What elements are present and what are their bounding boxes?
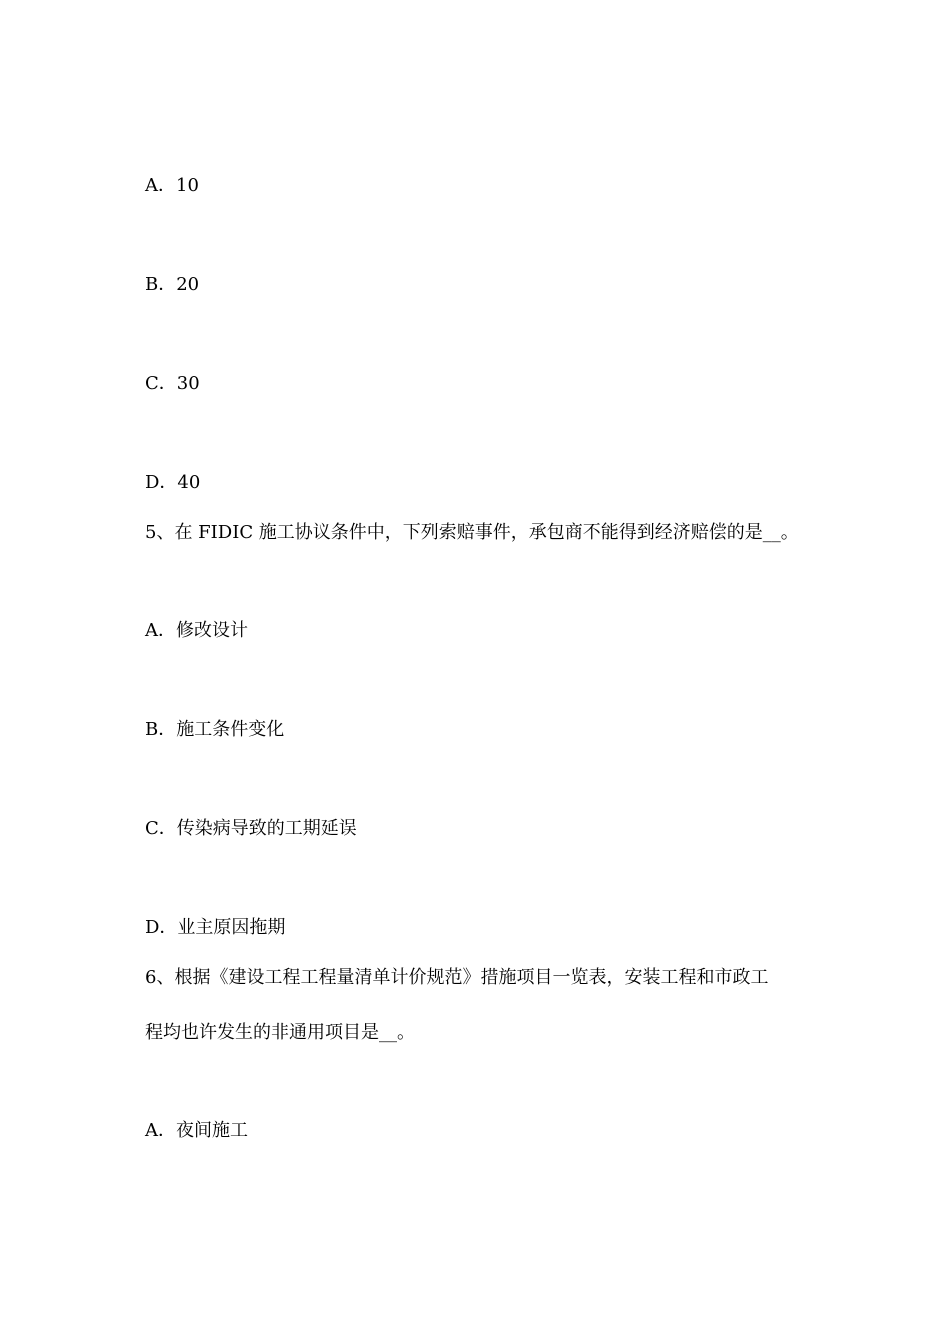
q6-stem-line-2: 程均也许发生的非通用项目是__。	[145, 1022, 415, 1043]
q6-option-a: A．夜间施工	[145, 1120, 248, 1141]
q5-option-a: A．修改设计	[145, 620, 248, 641]
q5-option-d: D．业主原因拖期	[145, 917, 286, 938]
q4-option-c: C．30	[145, 373, 200, 394]
q5-stem: 5、在 FIDIC 施工协议条件中，下列索赔事件，承包商不能得到经济赔偿的是__。	[145, 522, 799, 543]
q6-stem-line-1: 6、根据《建设工程工程量清单计价规范》措施项目一览表，安装工程和市政工	[145, 967, 769, 988]
q4-option-d: D．40	[145, 472, 201, 493]
q5-option-b: B．施工条件变化	[145, 719, 285, 740]
q5-option-c: C．传染病导致的工期延误	[145, 818, 357, 839]
q4-option-a: A．10	[145, 175, 199, 196]
q4-option-b: B．20	[145, 274, 200, 295]
